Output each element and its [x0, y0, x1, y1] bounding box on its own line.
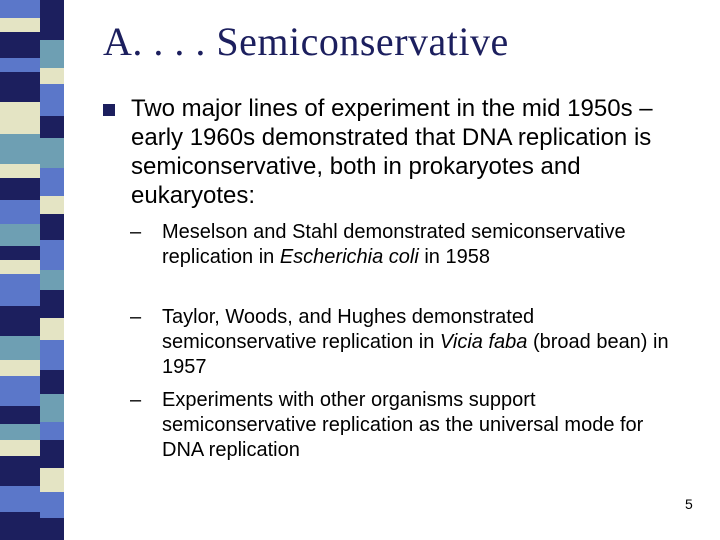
page-number: 5 [685, 496, 693, 512]
sub-item-text: Meselson and Stahl demonstrated semiconservative replication in [162, 221, 626, 268]
dash-bullet: – [130, 389, 142, 411]
decorative-stripe [0, 0, 64, 540]
main-bullet-text: Two major lines of experiment in the mid 1950s – early 1960s demonstrated that DNA replication is semiconservative, both in prokaryotes and eukaryotes: [131, 95, 653, 209]
sub-item-text: Experiments with other organisms support semiconservative replication as the universal mode for DNA replication [162, 389, 644, 461]
square-bullet-icon [103, 104, 115, 116]
sub-item-meselson-stahl [130, 220, 690, 270]
dash-bullet: – [130, 306, 142, 328]
sub-item-text-end: in 1958 [418, 246, 490, 268]
species-name: Escherichia coli [279, 246, 419, 268]
sub-item-other-organisms [130, 388, 690, 463]
sub-item-text-end: (broad bean) in 1957 [162, 331, 669, 378]
sub-item-text: Taylor, Woods, and Hughes demonstrated semiconservative replication in [162, 306, 535, 353]
species-name: Vicia faba [439, 331, 528, 353]
dash-bullet: – [130, 221, 142, 243]
sub-item-taylor-woods-hughes [130, 305, 690, 380]
slide-title: A. . . . Semiconservative [103, 19, 509, 64]
